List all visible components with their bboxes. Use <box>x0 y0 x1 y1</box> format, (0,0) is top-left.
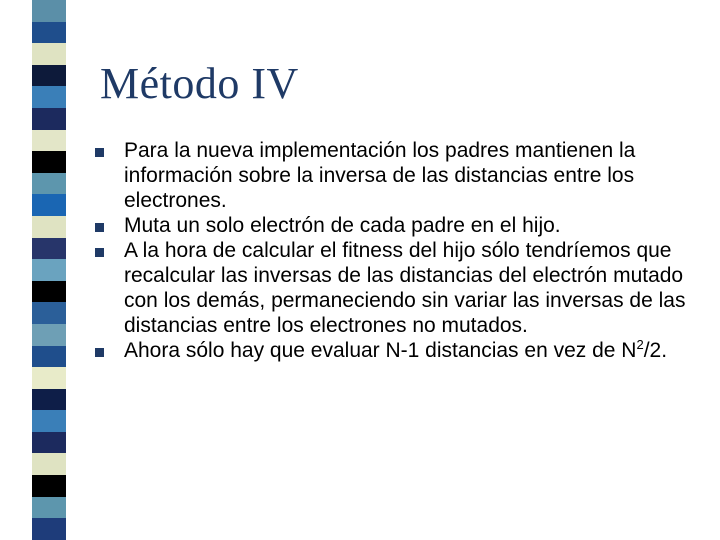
strip-block <box>32 367 66 389</box>
superscript-exponent: 2 <box>636 337 644 352</box>
strip-block <box>32 281 66 303</box>
bullet-text: Para la nueva implementación los padres mantienen la información sobre la inversa de las distancias entre los electrones. <box>124 139 636 212</box>
list-item <box>95 338 705 363</box>
strip-block <box>32 65 66 87</box>
bullet-text: Ahora sólo hay que evaluar N-1 distancias en vez de N <box>124 339 637 362</box>
strip-block <box>32 43 66 65</box>
decorative-side-strip <box>32 0 66 540</box>
strip-block <box>32 302 66 324</box>
strip-block <box>32 497 66 519</box>
square-bullet-icon <box>95 248 104 257</box>
strip-block <box>32 259 66 281</box>
strip-block <box>32 346 66 368</box>
strip-block <box>32 475 66 497</box>
square-bullet-icon <box>95 223 104 232</box>
slide-title: Método IV <box>100 59 299 108</box>
bullet-text-suffix: /2. <box>643 339 668 362</box>
list-item <box>95 238 705 338</box>
strip-block <box>32 432 66 454</box>
strip-block <box>32 410 66 432</box>
strip-block <box>32 238 66 260</box>
strip-block <box>32 151 66 173</box>
strip-block <box>32 194 66 216</box>
list-item <box>95 138 705 213</box>
bullet-list <box>95 138 705 363</box>
bullet-text: Muta un solo electrón de cada padre en el hijo. <box>124 214 561 237</box>
strip-block <box>32 518 66 540</box>
strip-block <box>32 86 66 108</box>
square-bullet-icon <box>95 148 104 157</box>
bullet-text: A la hora de calcular el fitness del hijo sólo tendríemos que recalcular las inversas de las distancias del electrón mutado con los demás, permaneciendo sin variar las inversas de las distancias entre los electrones no mutados. <box>124 239 686 337</box>
strip-block <box>32 173 66 195</box>
list-item <box>95 213 705 238</box>
strip-block <box>32 130 66 152</box>
strip-block <box>32 22 66 44</box>
strip-block <box>32 389 66 411</box>
strip-block <box>32 108 66 130</box>
strip-block <box>32 324 66 346</box>
strip-block <box>32 216 66 238</box>
square-bullet-icon <box>95 348 104 357</box>
strip-block <box>32 0 66 22</box>
strip-block <box>32 453 66 475</box>
